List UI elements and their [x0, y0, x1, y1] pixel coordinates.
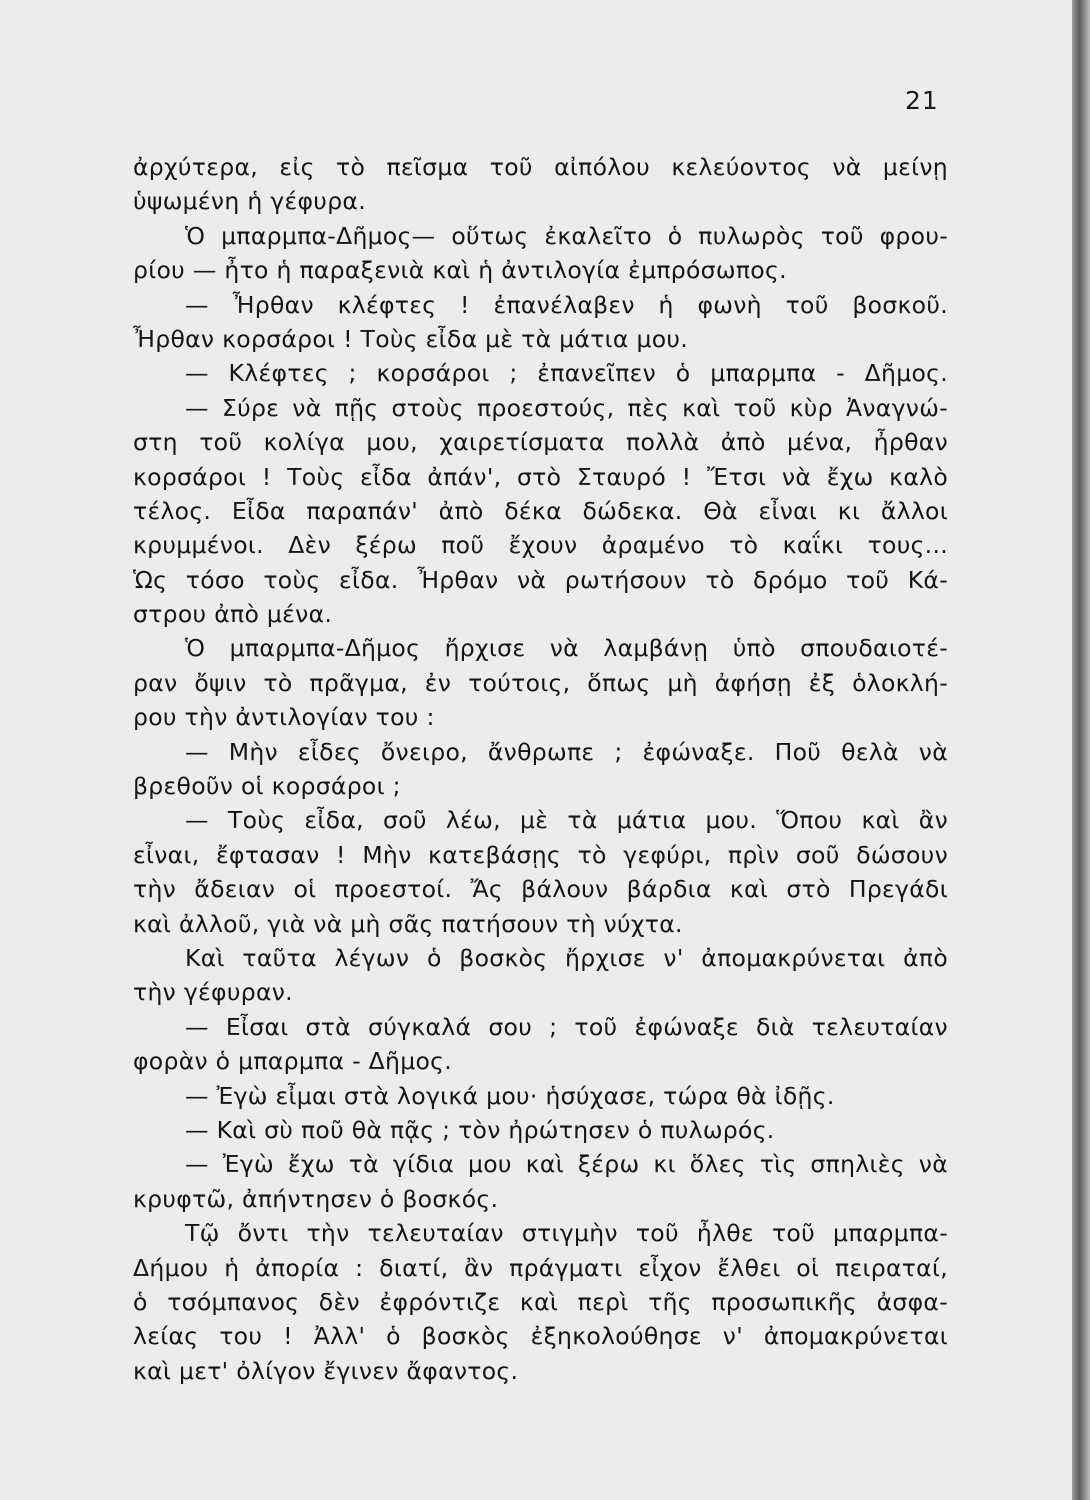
text-line: στρου ἀπὸ μένα.	[133, 600, 333, 629]
text-line: κορσάροι ! Τοὺς εἶδα ἀπάν', στὸ Σταυρό ! Ἔτσι νὰ ἔχω καλὸ	[133, 462, 948, 491]
text-line: — Ἦρθαν κλέφτες ! ἐπανέλαβεν ἡ φωνὴ τοῦ βοσκοῦ.	[185, 290, 948, 319]
text-line: Δήμου ἡ ἀπορία : διατί, ἂν πράγματι εἶχον ἔλθει οἱ πειραταί,	[133, 1253, 948, 1282]
page-number: 21	[905, 86, 939, 115]
text-line: καὶ μετ' ὀλίγον ἔγινεν ἄφαντος.	[133, 1356, 519, 1385]
text-line: — Ἐγὼ εἶμαι στὰ λογικά μου· ἡσύχασε, τώρα θὰ ἰδῇς.	[185, 1081, 835, 1110]
text-line: — Μὴν εἶδες ὄνειρο, ἄνθρωπε ; ἐφώναξε. Ποῦ θελὰ νὰ	[185, 737, 948, 766]
text-line: Ὁ μπαρμπα-Δῆμος ἤρχισε νὰ λαμβάνῃ ὑπὸ σπουδαιοτέ-	[185, 634, 948, 663]
text-line: τέλος. Εἶδα παραπάν' ἀπὸ δέκα δώδεκα. Θὰ εἶναι κι ἄλλοι	[133, 496, 948, 525]
text-line: κρυφτῶ, ἀπήντησεν ὁ βοσκός.	[133, 1184, 499, 1213]
text-line: βρεθοῦν οἱ κορσάροι ;	[133, 772, 401, 801]
text-line: φορὰν ὁ μπαρμπα - Δῆμος.	[133, 1047, 453, 1076]
text-line: — Τοὺς εἶδα, σοῦ λέω, μὲ τὰ μάτια μου. Ὅπου καὶ ἂν	[185, 806, 948, 835]
text-line: στη τοῦ κολίγα μου, χαιρετίσματα πολλὰ ἀπὸ μένα, ἦρθαν	[133, 428, 948, 457]
text-line: — Ἐγὼ ἔχω τὰ γίδια μου καὶ ξέρω κι ὅλες τὶς σπηλιὲς νὰ	[185, 1150, 948, 1179]
text-line: ἀρχύτερα, εἰς τὸ πεῖσμα τοῦ αἰπόλου κελεύοντος νὰ μείνῃ	[133, 153, 948, 181]
text-line: — Σύρε νὰ πῇς στοὺς προεστούς, πὲς καὶ τοῦ κὺρ Ἀναγνώ-	[185, 393, 948, 422]
text-line: ὁ τσόμπανος δὲν ἐφρόντιζε καὶ περὶ τῆς προσωπικῆς ἀσφα-	[133, 1287, 948, 1316]
text-line: τὴν ἄδειαν οἱ προεστοί. Ἄς βάλουν βάρδια καὶ στὸ Πρεγάδι	[133, 875, 948, 904]
text-line: εἶναι, ἔφτασαν ! Μὴν κατεβάσῃς τὸ γεφύρι, πρὶν σοῦ δώσουν	[133, 840, 948, 869]
text-line: ρου τὴν ἀντιλογίαν του :	[133, 703, 435, 732]
text-line: — Καὶ σὺ ποῦ θὰ πᾷς ; τὸν ἠρώτησεν ὁ πυλωρός.	[185, 1115, 775, 1144]
text-line: ραν ὄψιν τὸ πρᾶγμα, ἐν τούτοις, ὅπως μὴ ἀφήσῃ ἐξ ὁλοκλή-	[133, 668, 948, 697]
text-line: — Εἶσαι στὰ σύγκαλά σου ; τοῦ ἐφώναξε διὰ τελευταίαν	[185, 1012, 948, 1041]
text-line: Τῷ ὄντι τὴν τελευταίαν στιγμὴν τοῦ ἦλθε τοῦ μπαρμπα-	[185, 1219, 948, 1248]
text-line: ὑψωμένη ἡ γέφυρα.	[133, 187, 366, 216]
text-line: κρυμμένοι. Δὲν ξέρω ποῦ ἔχουν ἀραμένο τὸ καΐκι τους...	[133, 531, 948, 560]
text-line: ρίου — ἦτο ἡ παραξενιὰ καὶ ἡ ἀντιλογία ἐμπρόσωπος.	[133, 256, 787, 285]
book-spine-shadow	[1072, 0, 1090, 1500]
body-text	[133, 150, 948, 1388]
text-line: Ὁ μπαρμπα-Δῆμος— οὕτως ἐκαλεῖτο ὁ πυλωρὸς τοῦ φρου-	[185, 221, 948, 250]
text-line: Ἦρθαν κορσάροι ! Τοὺς εἶδα μὲ τὰ μάτια μου.	[133, 324, 689, 353]
text-line: καὶ ἀλλοῦ, γιὰ νὰ μὴ σᾶς πατήσουν τὴ νύχτα.	[133, 909, 683, 938]
text-line: λείας του ! Ἀλλ' ὁ βοσκὸς ἐξηκολούθησε ν' ἀπομακρύνεται	[133, 1322, 948, 1351]
text-line: Καὶ ταῦτα λέγων ὁ βοσκὸς ἤρχισε ν' ἀπομακρύνεται ἀπὸ	[185, 943, 948, 972]
text-line: τὴν γέφυραν.	[133, 978, 293, 1007]
text-line: — Κλέφτες ; κορσάροι ; ἐπανεῖπεν ὁ μπαρμπα - Δῆμος.	[185, 359, 948, 388]
text-line: Ὡς τόσο τοὺς εἶδα. Ἦρθαν νὰ ρωτήσουν τὸ δρόμο τοῦ Κά-	[133, 565, 948, 594]
